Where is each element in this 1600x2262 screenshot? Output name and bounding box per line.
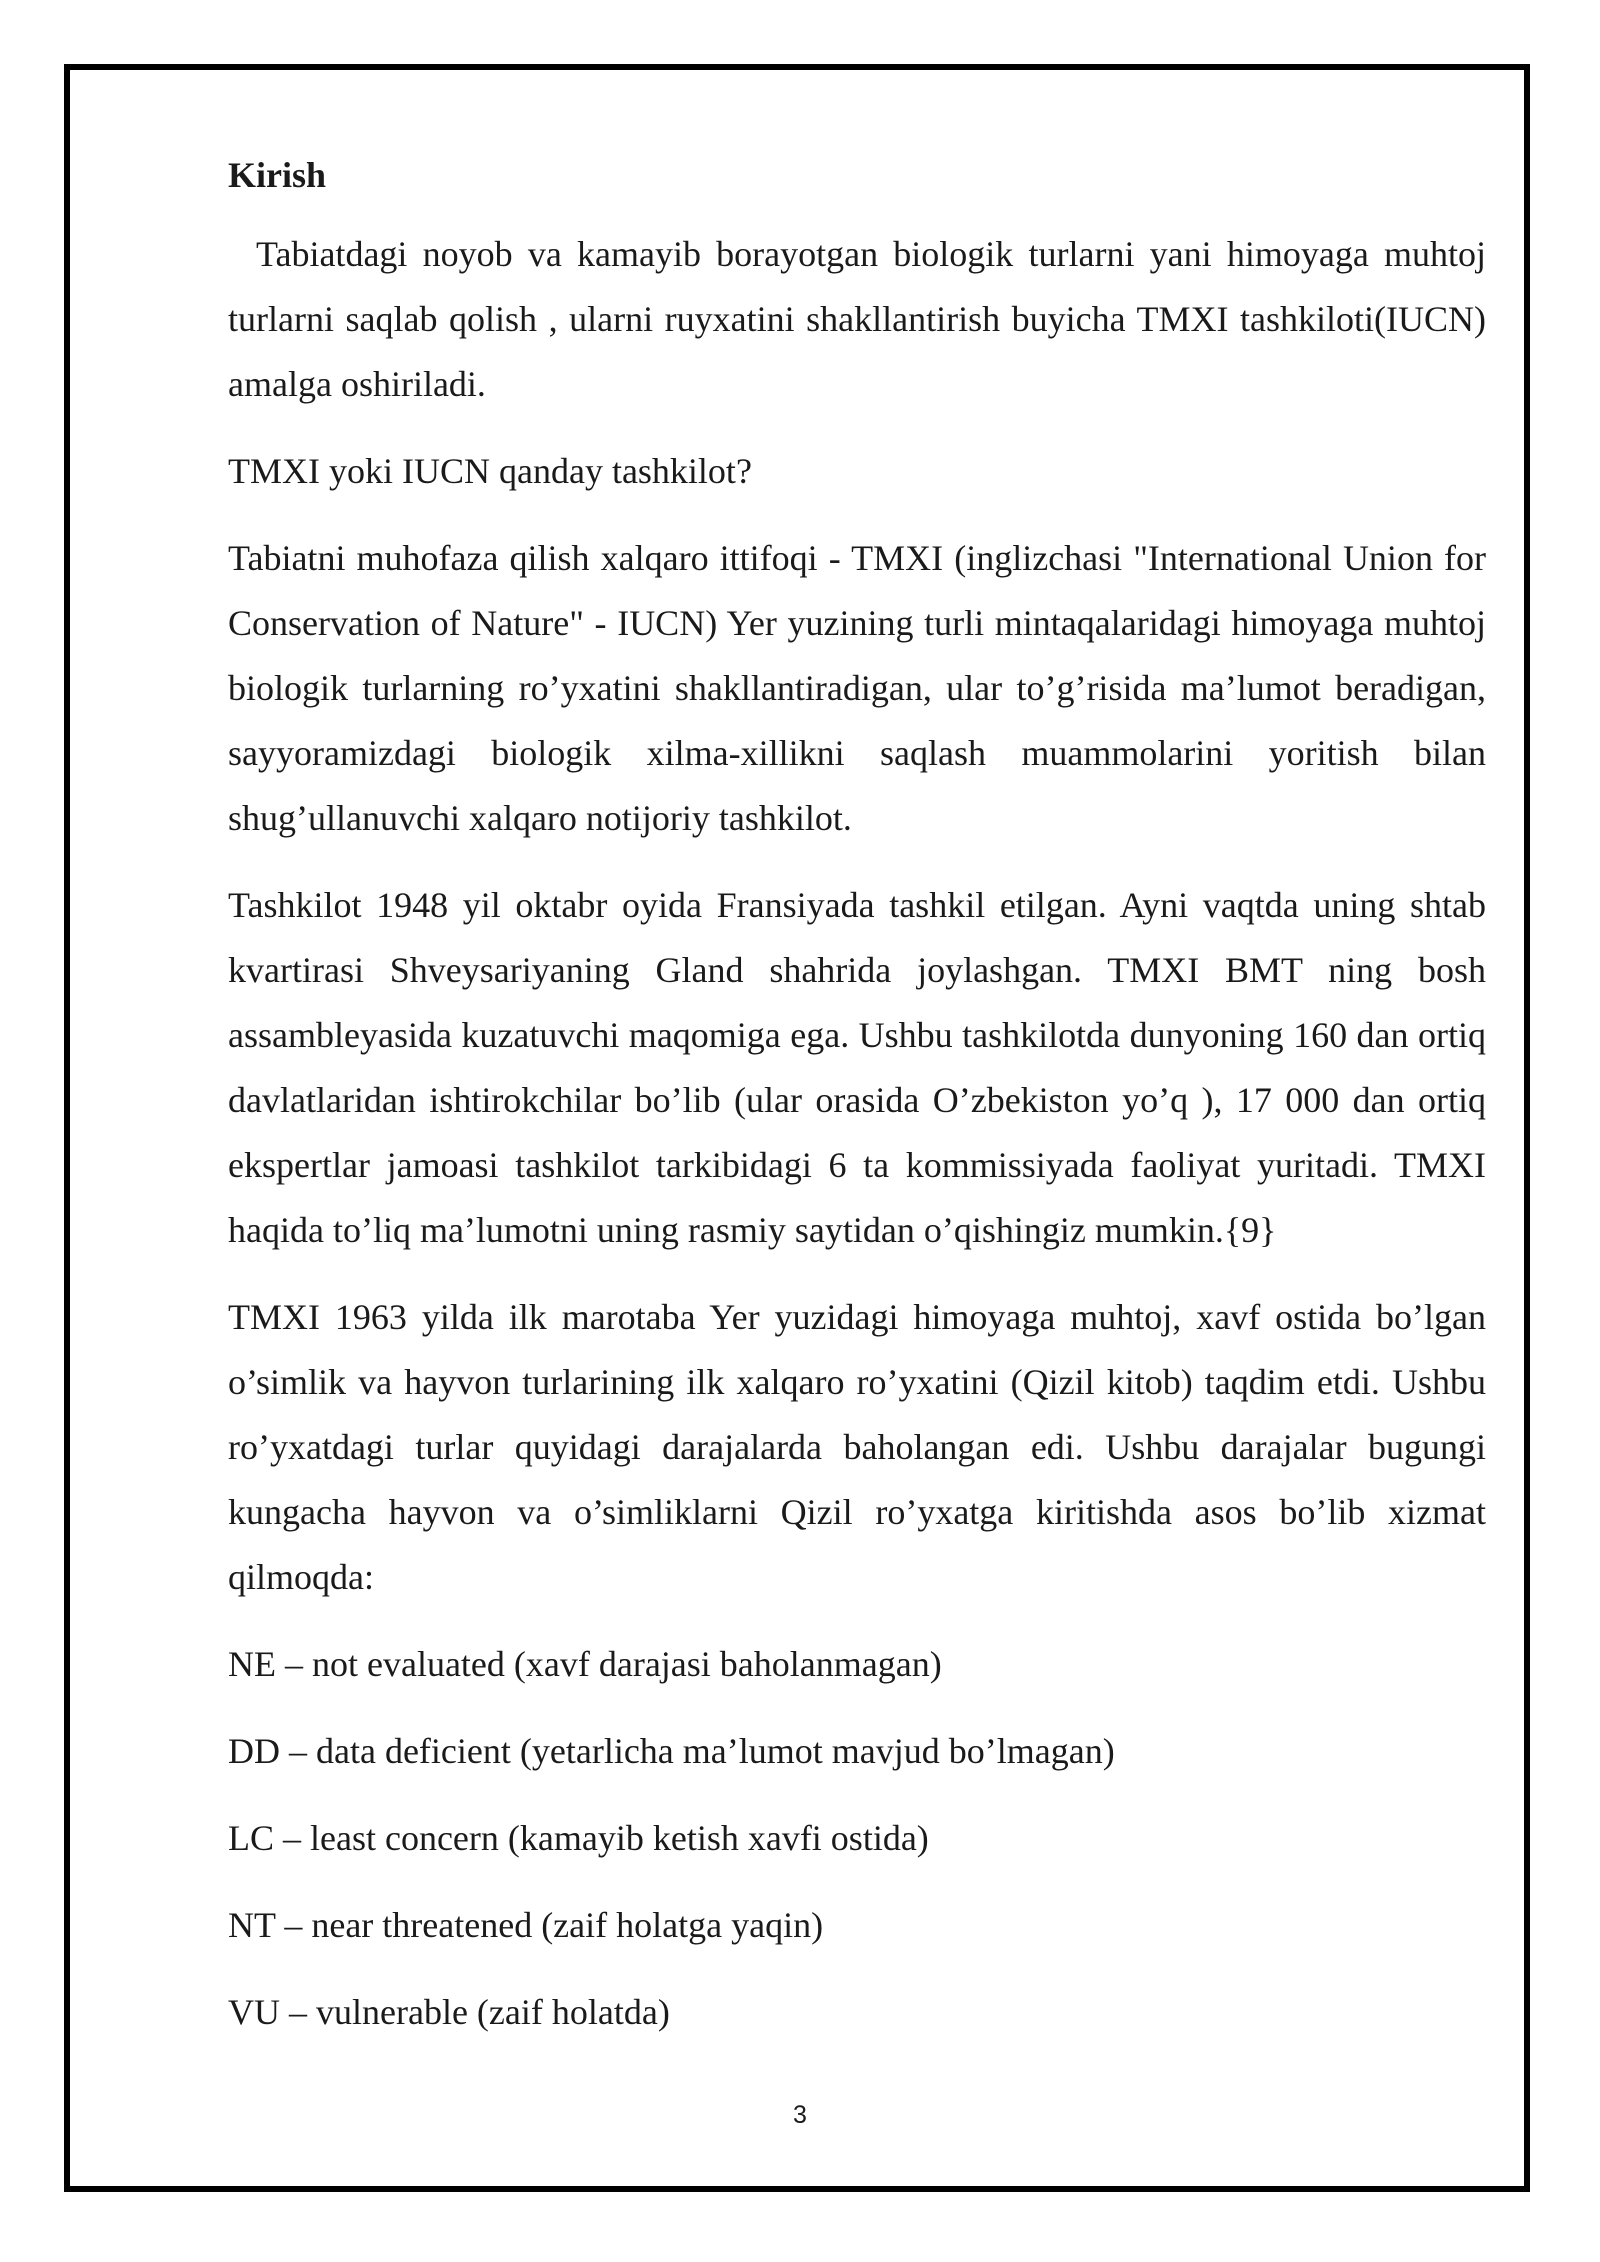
red-list-paragraph: TMXI 1963 yilda ilk marotaba Yer yuzidagi himoyaga muhtoj, xavf ostida bo’lgan o’simlik va hayvon turlarining ilk xalqaro ro’yxatini (Qizil kitob) taqdim etdi. Ushbu ro’yxatdagi turlar quyidagi darajalarda baholangan edi. Ushbu darajalar bugungi kungacha hayvon va o’simliklarni Qizil ro’yxatga kiritishda asos bo’lib xizmat qilmoqda: xyxy=(228,1297,1486,1597)
category-item-dd: DD – data deficient (yetarlicha ma’lumot mavjud bo’lmagan) xyxy=(228,1731,1115,1771)
category-item-lc: LC – least concern (kamayib ketish xavfi ostida) xyxy=(228,1818,929,1858)
category-item-ne: NE – not evaluated (xavf darajasi baholanmagan) xyxy=(228,1644,942,1684)
intro-paragraph: Tabiatdagi noyob va kamayib borayotgan biologik turlarni yani himoyaga muhtoj turlarni saqlab qolish , ularni ruyxatini shakllantirish buyicha TMXI tashkiloti(IUCN) amalga oshiriladi. xyxy=(228,234,1486,404)
document-body xyxy=(228,150,1486,2067)
page-number: 3 xyxy=(793,2101,807,2129)
history-paragraph: Tashkilot 1948 yil oktabr oyida Fransiyada tashkil etilgan. Ayni vaqtda uning shtab kvartirasi Shveysariyaning Gland shahrida joylashgan. TMXI BMT ning bosh assambleyasida kuzatuvchi maqomiga ega. Ushbu tashkilotda dunyoning 160 dan ortiq davlatlaridan ishtirokchilar bo’lib (ular orasida O’zbekiston yo’q ), 17 000 dan ortiq ekspertlar jamoasi tashkilot tarkibidagi 6 ta kommissiyada faoliyat yuritadi. TMXI haqida to’liq ma’lumotni uning rasmiy saytidan o’qishingiz mumkin.{9} xyxy=(228,885,1486,1250)
section-heading: Kirish xyxy=(228,155,327,195)
category-item-vu: VU – vulnerable (zaif holatda) xyxy=(228,1992,670,2032)
question-paragraph: TMXI yoki IUCN qanday tashkilot? xyxy=(228,451,752,491)
category-item-nt: NT – near threatened (zaif holatga yaqin) xyxy=(228,1905,824,1945)
definition-paragraph: Tabiatni muhofaza qilish xalqaro ittifoqi - TMXI (inglizchasi "International Union for Conservation of Nature" - IUCN) Yer yuzining turli mintaqalaridagi himoyaga muhtoj biologik turlarning ro’yxatini shakllantiradigan, ular to’g’risida ma’lumot beradigan, sayyoramizdagi biologik xilma-xillikni saqlash muammolarini yoritish bilan shug’ullanuvchi xalqaro notijoriy tashkilot. xyxy=(228,538,1486,838)
